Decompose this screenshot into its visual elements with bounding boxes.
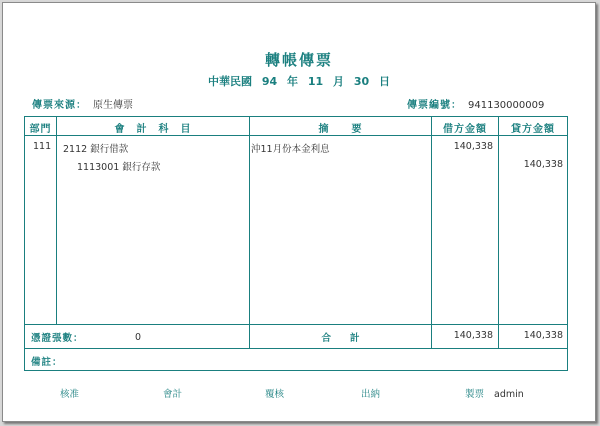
remark-label: 備註： xyxy=(31,357,63,368)
row2-credit: 140,338 xyxy=(523,159,563,170)
source-value: 原生傳票 xyxy=(93,100,133,111)
date-prefix: 中華民國 xyxy=(208,75,252,88)
header-dept: 部門 xyxy=(29,124,52,135)
row1-account: 2112 銀行借款 xyxy=(63,144,129,155)
number-value: 941130000009 xyxy=(468,100,545,111)
row2-account: 1113001 銀行存款 xyxy=(77,162,161,173)
date-day-unit: 日 xyxy=(379,75,390,88)
date-day: 30 xyxy=(353,75,370,88)
date-month-unit: 月 xyxy=(333,75,344,88)
header-credit: 貸方金額 xyxy=(511,124,555,135)
header-debit: 借方金額 xyxy=(443,124,487,135)
col-divider-summary xyxy=(431,117,432,348)
total-debit: 140,338 xyxy=(453,330,493,341)
voucher-title: 轉帳傳票 xyxy=(264,51,333,69)
date-year-unit: 年 xyxy=(287,75,298,88)
voucher-source xyxy=(32,96,133,111)
voucher-page xyxy=(2,2,596,422)
sign-accounting: 會計 xyxy=(163,389,183,400)
voucher-table xyxy=(24,116,568,371)
number-label: 傳票編號： xyxy=(407,100,462,111)
remark-divider xyxy=(25,348,567,349)
total-divider xyxy=(25,324,567,325)
sign-approve: 核准 xyxy=(60,389,80,400)
date-month: 11 xyxy=(307,75,324,88)
total-label: 合 計 xyxy=(321,333,360,344)
sign-review: 覆核 xyxy=(265,389,285,400)
source-label: 傳票來源： xyxy=(32,100,87,111)
voucher-date xyxy=(3,73,595,89)
row1-summary: 沖11月份本金利息 xyxy=(251,144,330,155)
col-divider-dept xyxy=(56,117,57,324)
sign-prepared xyxy=(465,386,524,400)
sign-cashier: 出納 xyxy=(361,389,381,400)
row1-dept: 111 xyxy=(33,141,52,152)
col-divider-debit xyxy=(498,117,499,348)
col-divider-account xyxy=(249,117,250,348)
sign-prepared-by: admin xyxy=(494,389,524,400)
total-credit: 140,338 xyxy=(523,330,563,341)
attach-value: 0 xyxy=(135,332,142,343)
date-year: 94 xyxy=(261,75,278,88)
header-summary: 摘 要 xyxy=(318,124,363,135)
attach-label: 憑證張數： xyxy=(31,333,84,344)
row1-debit: 140,338 xyxy=(453,141,493,152)
sign-prepared-label: 製票 xyxy=(465,389,485,400)
header-account: 會 計 科 目 xyxy=(114,124,192,135)
header-divider xyxy=(25,135,567,136)
voucher-number xyxy=(407,96,544,111)
